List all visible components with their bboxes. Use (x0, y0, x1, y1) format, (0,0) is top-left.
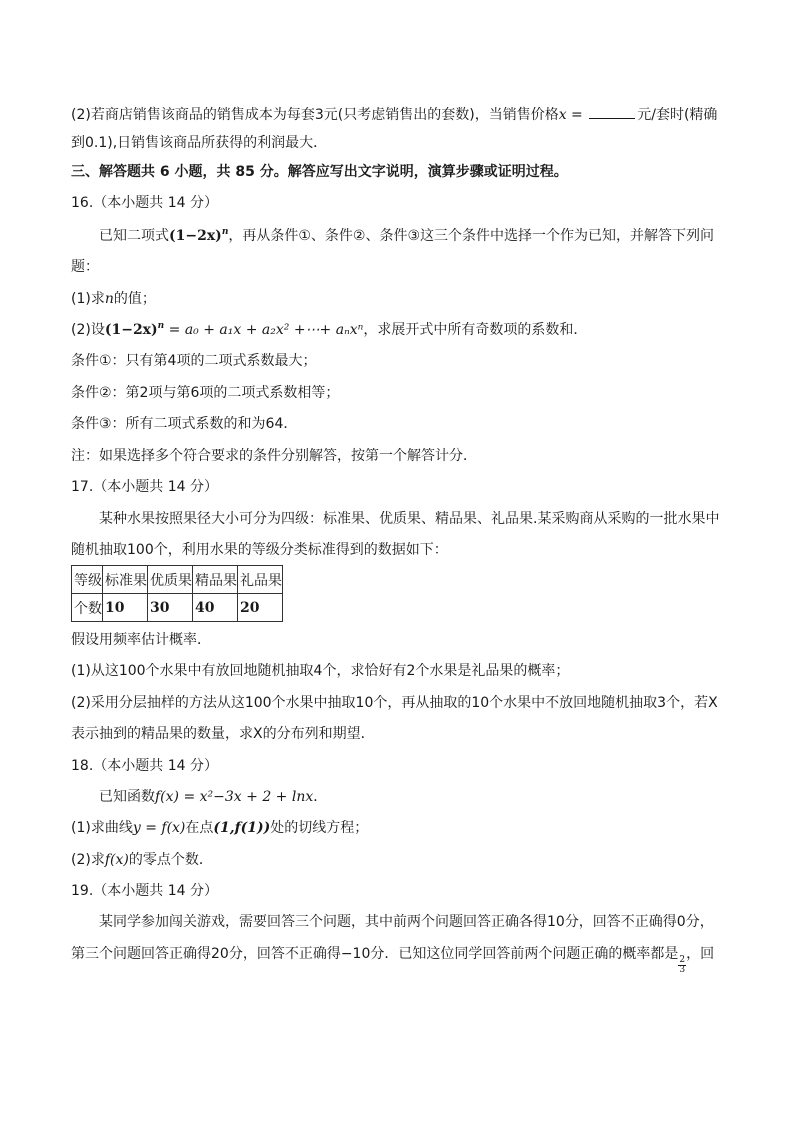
math-point: (1,f(1)) (213, 820, 271, 836)
expr: (1−2x) (169, 228, 222, 244)
text: 在点 (185, 820, 214, 836)
text: 的值； (113, 291, 156, 307)
q16-note: 注：如果选择多个符合要求的条件分别解答，按第一个解答计分． (71, 448, 477, 464)
text: 处的切线方程； (270, 820, 369, 836)
fruit-grade-table (71, 565, 283, 622)
table-header-cell: 精品果 (193, 566, 238, 594)
table-row (72, 594, 283, 622)
q18-part2 (71, 850, 213, 870)
q17-stem-line1: 某种水果按照果径大小可分为四级：标准果、优质果、精品果、礼品果.某采购商从采购的一批水果中 (99, 511, 720, 527)
text: 元(只考虑销售出的套数)，当销售价格 (323, 107, 559, 123)
q16-part2 (71, 320, 587, 340)
q18-stem (99, 787, 327, 807)
text: (2)求 (71, 852, 105, 868)
math-eq: = x²−3x + 2 + lnx (179, 789, 314, 805)
text: 已知二项式 (99, 228, 169, 244)
q17-part2-line2: 表示抽到的精品果的数量，求X的分布列和期望． (71, 726, 375, 742)
q17-part1: (1)从这100个水果中有放回地随机抽取4个，求恰好有2个水果是礼品果的概率； (71, 663, 570, 679)
table-cell: 40 (193, 594, 238, 622)
q17-assumption: 假设用频率估计概率． (71, 632, 211, 648)
text: 已知函数 (99, 789, 155, 805)
text: ． (313, 789, 328, 805)
text: ，回 (686, 946, 715, 962)
table-header-cell: 礼品果 (238, 566, 283, 594)
text: 第三个问题回答正确得20分，回答不正确得−10分．已知这位同学回答前两个问题正确的概率都是 (71, 946, 679, 962)
exponent: n (157, 321, 165, 331)
q16-condition-3: 条件③：所有二项式系数的和为64． (71, 416, 298, 432)
math-rhs: = a₀ + a₁x + a₂x² +⋯+ aₙxⁿ (164, 322, 364, 338)
table-cell: 30 (148, 594, 193, 622)
q16-condition-2: 条件②：第2项与第6项的二项式系数相等； (71, 385, 340, 401)
q17-header: 17.（本小题共 14 分） (71, 479, 218, 495)
table-cell: 20 (238, 594, 283, 622)
q15-part2-line1 (71, 104, 717, 125)
math-expr: y = f(x) (132, 820, 186, 836)
q19-stem-line1: 某同学参加闯关游戏，需要回答三个问题，其中前两个问题回答正确各得10分，回答不正确得0分， (99, 914, 714, 930)
section-heading: 三、解答题共 6 小题，共 85 分。解答应写出文字说明，演算步骤或证明过程。 (71, 164, 568, 180)
text: 的零点个数． (128, 852, 213, 868)
expr: (1−2x) (104, 322, 158, 338)
math-fx: f(x) (104, 852, 129, 868)
math-var: n (104, 291, 114, 307)
answer-blank[interactable] (589, 104, 635, 119)
math-expr (105, 322, 164, 338)
math-eq: = (566, 107, 588, 123)
text: ，求展开式中所有奇数项的系数和． (363, 322, 588, 338)
table-header-cell: 优质果 (148, 566, 193, 594)
text: ，再从条件①、条件②、条件③这三个条件中选择一个作为已知，并解答下列问 (228, 228, 715, 244)
q17-part2-line1: (2)采用分层抽样的方法从这100个水果中抽取10个，再从抽取的10个水果中不放回地随机抽取3个，若X (71, 695, 718, 711)
q16-header: 16.（本小题共 14 分） (71, 195, 218, 211)
fraction (678, 956, 686, 975)
q18-header: 18.（本小题共 14 分） (71, 758, 218, 774)
table-cell: 个数 (72, 594, 103, 622)
fraction-numerator: 2 (679, 955, 686, 965)
table-cell: 10 (103, 594, 148, 622)
table-header-cell: 标准果 (103, 566, 148, 594)
table-header-cell: 等级 (72, 566, 103, 594)
fraction-denominator: 3 (679, 965, 686, 975)
math-var: x (558, 107, 567, 123)
text: (2)设 (71, 322, 105, 338)
q17-stem-line2: 随机抽取100个，利用水果的等级分类标准得到的数据如下： (71, 542, 448, 558)
q19-header: 19.（本小题共 14 分） (71, 883, 218, 899)
number: 3 (314, 107, 324, 123)
q16-part1 (71, 289, 156, 309)
q15-part2-line2: 到0.1),日销售该商品所获得的利润最大． (71, 135, 328, 151)
q16-condition-1: 条件①：只有第4项的二项式系数最大； (71, 353, 317, 369)
q16-stem-line1 (99, 226, 714, 246)
q18-part1 (71, 818, 368, 838)
text: (2)若商店销售该商品的销售成本为每套 (71, 107, 315, 123)
exponent: n (221, 227, 229, 237)
text: (1)求曲线 (71, 820, 133, 836)
text: (1)求 (71, 291, 105, 307)
q16-stem-line2: 题： (71, 259, 99, 275)
q19-stem-line2 (71, 944, 714, 975)
table-header-row (72, 566, 283, 594)
math-fx: f(x) (155, 789, 180, 805)
math-expr (169, 228, 228, 244)
text: 元/套时(精确 (637, 107, 718, 123)
